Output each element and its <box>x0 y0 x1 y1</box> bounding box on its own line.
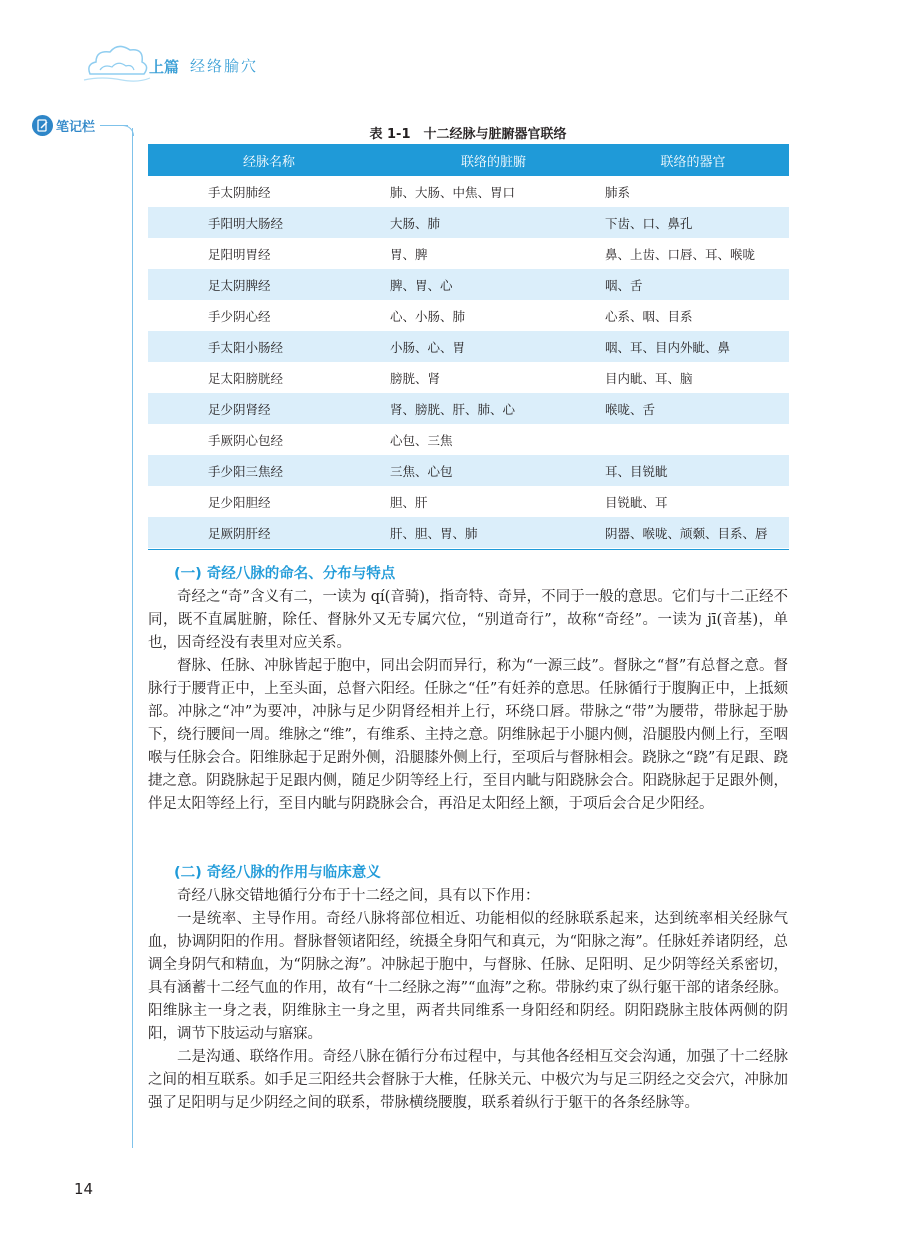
meridian-name-cell: 足厥阴肝经 <box>148 517 390 548</box>
organ-cell: 肝、胆、胃、肺 <box>390 517 597 548</box>
organ-cell: 小肠、心、胃 <box>390 331 597 362</box>
paragraph: 二是沟通、联络作用。奇经八脉在循行分布过程中，与其他各经相互交会沟通，加强了十二经脉之间的相互联系。如手足三阳经共会督脉于大椎，任脉关元、中极穴为与足三阴经之交会穴，冲脉加强了足阳明与足少阴经之间的联系，带脉横绕腰腹，联系着纵行于躯干的各条经脉等。 <box>148 1049 788 1111</box>
column-header: 联络的器官 <box>597 144 789 176</box>
sense-organ-cell: 喉咙、舌 <box>597 393 789 424</box>
table-row <box>148 207 789 238</box>
sense-organ-cell: 咽、耳、目内外眦、鼻 <box>597 331 789 362</box>
page-number: 14 <box>74 1180 94 1198</box>
paragraph: 奇经之“奇”含义有二，一读为 qí(音骑)，指奇特、奇异，不同于一般的意思。它们与十二正经不同，既不直属脏腑，除任、督脉外又无专属穴位，“别道奇行”，故称“奇经”。一读为 jī(音基)，单也，因奇经没有表里对应关系。 <box>148 589 788 651</box>
organ-cell: 心包、三焦 <box>390 432 453 448</box>
table-row <box>148 455 789 486</box>
organ-cell: 三焦、心包 <box>390 455 597 486</box>
notes-margin-line <box>132 128 133 1148</box>
table-header-row <box>148 144 789 176</box>
sense-organ-cell: 阴器、喉咙、颃颡、目系、唇 <box>597 517 789 548</box>
table-row <box>148 300 789 331</box>
sense-organ-cell: 鼻、上齿、口唇、耳、喉咙 <box>605 246 756 262</box>
meridian-name-cell: 足少阴肾经 <box>148 393 390 424</box>
section-heading: (二) 奇经八脉的作用与临床意义 <box>174 865 381 881</box>
meridian-name-cell: 足少阳胆经 <box>208 494 271 510</box>
section-2 <box>148 862 788 1115</box>
table-row <box>148 517 789 548</box>
header-part: 上篇 <box>149 58 180 76</box>
organ-cell: 胃、脾 <box>390 246 428 262</box>
paragraph: 督脉、任脉、冲脉皆起于胞中，同出会阴而异行，称为“一源三歧”。督脉之“督”有总督之意。督脉行于腰背正中，上至头面，总督六阳经。任脉之“任”有妊养的意思。任脉循行于腹胸正中，上抵颏部。冲脉之“冲”为要冲，冲脉与足少阴肾经相并上行，环绕口唇。带脉之“带”为腰带，带脉起于胁下，绕行腰间一周。维脉之“维”，有维系、主持之意。阴维脉起于小腿内侧，沿腿股内侧上行，至咽喉与任脉会合。阳维脉起于足跗外侧，沿腿膝外侧上行，至项后与督脉相会。跷脉之“跷”有足跟、跷捷之意。阴跷脉起于足跟内侧，随足少阴等经上行，至目内眦与阳跷脉会合。阳跷脉起于足跟外侧，伴足太阳等经上行，至目内眦与阴跷脉会合，再沿足太阳经上额，于项后会合足少阳经。 <box>148 658 788 812</box>
table-caption: 表 1-1 十二经脉与脏腑器官联络 <box>369 127 567 142</box>
organ-cell: 脾、胃、心 <box>390 269 597 300</box>
section-heading: (一) 奇经八脉的命名、分布与特点 <box>174 566 396 582</box>
sense-organ-cell: 目锐眦、耳 <box>605 494 668 510</box>
meridian-name-cell: 手太阳小肠经 <box>148 331 390 362</box>
table-row <box>148 424 789 455</box>
table-row <box>148 362 789 393</box>
column-header: 联络的脏腑 <box>390 144 597 176</box>
sense-organ-cell: 咽、舌 <box>597 269 789 300</box>
table-row <box>148 269 789 300</box>
table-row <box>148 176 789 207</box>
meridian-name-cell: 手厥阴心包经 <box>208 432 284 448</box>
paragraph: 一是统率、主导作用。奇经八脉将部位相近、功能相似的经脉联系起来，达到统率相关经脉气血，协调阴阳的作用。督脉督领诸阳经，统摄全身阳气和真元，为“阳脉之海”。任脉妊养诸阴经，总调全身阴气和精血，为“阴脉之海”。冲脉起于胞中，与督脉、任脉、足阳明、足少阴等经关系密切，具有涵蓄十二经气血的作用，故有“十二经脉之海”“血海”之称。带脉约束了纵行躯干部的诸条经脉。阳维脉主一身之表，阴维脉主一身之里，两者共同维系一身阳经和阴经。阴阳跷脉主肢体两侧的阴阳，调节下肢运动与寤寐。 <box>148 911 788 1042</box>
organ-cell: 心、小肠、肺 <box>390 308 466 324</box>
table-row <box>148 238 789 269</box>
meridian-name-cell: 足阳明胃经 <box>208 246 271 262</box>
organ-cell: 肾、膀胱、肝、肺、心 <box>390 393 597 424</box>
table-bottom-rule <box>148 549 789 550</box>
sense-organ-cell <box>597 424 789 455</box>
sense-organ-cell: 肺系 <box>605 184 631 200</box>
organ-cell: 肺、大肠、中焦、胃口 <box>390 184 516 200</box>
cloud-logo-icon <box>82 40 152 86</box>
pencil-note-icon <box>32 115 53 136</box>
sense-organ-cell: 耳、目锐眦 <box>597 455 789 486</box>
header-title: 经络腧穴 <box>190 57 259 75</box>
meridian-name-cell: 足太阳膀胱经 <box>208 370 284 386</box>
meridian-table <box>148 144 789 548</box>
organ-cell: 胆、肝 <box>390 494 428 510</box>
sense-organ-cell: 目内眦、耳、脑 <box>605 370 693 386</box>
sense-organ-cell: 下齿、口、鼻孔 <box>597 207 789 238</box>
paragraph: 奇经八脉交错地循行分布于十二经之间，具有以下作用： <box>177 888 540 904</box>
table-row <box>148 393 789 424</box>
meridian-name-cell: 足太阴脾经 <box>148 269 390 300</box>
meridian-name-cell: 手少阴心经 <box>208 308 271 324</box>
meridian-name-cell: 手太阴肺经 <box>208 184 271 200</box>
meridian-name-cell: 手少阳三焦经 <box>148 455 390 486</box>
organ-cell: 膀胱、肾 <box>390 370 441 386</box>
sense-organ-cell: 心系、咽、目系 <box>605 308 693 324</box>
organ-cell: 大肠、肺 <box>390 207 597 238</box>
notes-column-label: 笔记栏 <box>56 120 96 135</box>
section-1 <box>148 563 788 816</box>
meridian-name-cell: 手阳明大肠经 <box>148 207 390 238</box>
table-row <box>148 486 789 517</box>
column-header: 经脉名称 <box>148 144 390 176</box>
table-row <box>148 331 789 362</box>
